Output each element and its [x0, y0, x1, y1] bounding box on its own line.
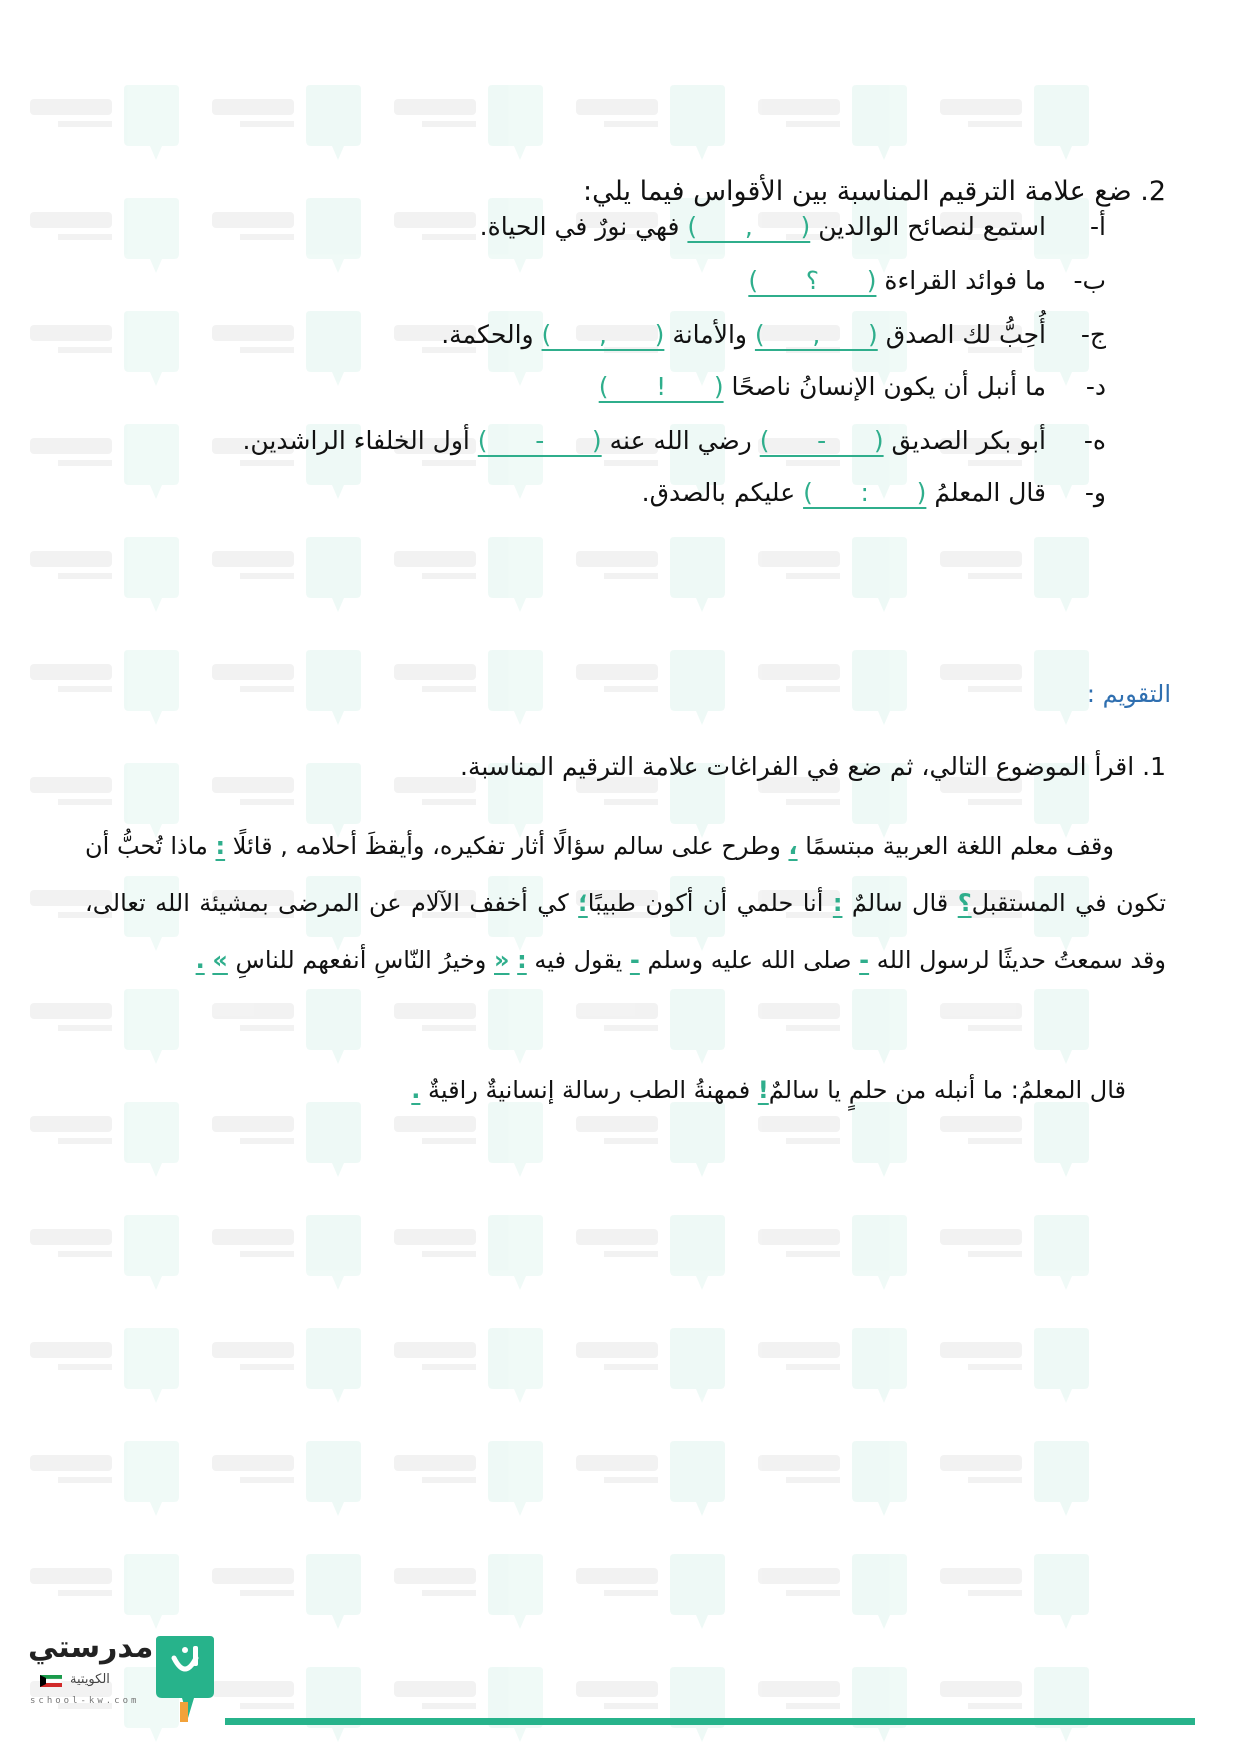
- passage-text: صلى الله عليه وسلم: [639, 946, 860, 974]
- question-2-heading: 2. ضع علامة الترقيم المناسبة بين الأقواس فيما يلي:: [582, 176, 1166, 207]
- punctuation-answer[interactable]: .: [195, 946, 205, 974]
- q2-item-label: ج-: [1080, 320, 1106, 349]
- q2-item: [599, 372, 1106, 401]
- q2-item: [642, 478, 1106, 507]
- q2-item: [480, 212, 1106, 241]
- punctuation-answer[interactable]: ؛: [578, 889, 588, 917]
- item-text: والأمانة: [664, 320, 755, 349]
- punctuation-answer[interactable]: !: [757, 1076, 769, 1104]
- book-badge-icon: [154, 1632, 216, 1724]
- logo-wordmark: مدرستي: [28, 1630, 154, 1665]
- answer-blank[interactable]: ( - ): [759, 426, 884, 455]
- item-text: أُحِبُّ لك الصدق: [877, 320, 1046, 349]
- passage-text: وخيرُ النّاسِ أنفعهم للناسِ: [227, 946, 494, 974]
- evaluation-title: التقويم :: [1086, 680, 1171, 708]
- punctuation-answer[interactable]: «: [494, 946, 510, 974]
- passage-text: وطرح على سالم سؤالًا أثار تفكيره، وأيقظَ أحلامه , قائلًا: [225, 832, 789, 860]
- logo-url: school-kw.com: [30, 1696, 140, 1706]
- passage-text: أنا حلمي أن أكون طبيبًا: [587, 889, 833, 917]
- answer-blank[interactable]: ( , ): [754, 320, 878, 349]
- answer-blank[interactable]: ( : ): [803, 478, 927, 507]
- passage-text: وقف معلم اللغة العربية مبتسمًا: [797, 832, 1114, 860]
- q2-item-label: أ-: [1090, 212, 1106, 241]
- punctuation-answer[interactable]: :: [832, 889, 843, 917]
- punctuation-answer[interactable]: .: [411, 1076, 421, 1104]
- passage-paragraph-1: [85, 818, 1166, 989]
- punctuation-answer[interactable]: ،: [788, 832, 798, 860]
- q2-item-label: د-: [1085, 372, 1106, 401]
- item-text: ما أنبل أن يكون الإنسانُ ناصحًا: [723, 372, 1046, 401]
- answer-blank[interactable]: ( ؟ ): [748, 266, 877, 295]
- item-text: والحكمة.: [441, 320, 542, 349]
- punctuation-answer[interactable]: :: [215, 832, 226, 860]
- item-text: عليكم بالصدق.: [641, 478, 804, 507]
- passage-text: قال سالمٌ: [842, 889, 958, 917]
- answer-blank[interactable]: ( ! ): [598, 372, 724, 401]
- answer-blank[interactable]: ( , ): [541, 320, 665, 349]
- q2-item-label: و-: [1084, 478, 1106, 507]
- q2-item-label: ه-: [1083, 426, 1106, 455]
- school-logo: [22, 1630, 217, 1730]
- passage-text: فمهنةُ الطب رسالة إنسانيةٌ راقيةٌ: [420, 1076, 758, 1104]
- punctuation-answer[interactable]: :: [517, 946, 527, 974]
- kuwait-flag-icon: [40, 1675, 62, 1687]
- punctuation-answer[interactable]: -: [859, 946, 870, 974]
- punctuation-answer[interactable]: ؟: [957, 889, 972, 917]
- answer-blank[interactable]: ( , ): [687, 212, 811, 241]
- punctuation-answer[interactable]: »: [212, 946, 228, 974]
- item-text: ما فوائد القراءة: [876, 266, 1046, 295]
- punctuation-answer[interactable]: -: [629, 946, 640, 974]
- q2-item: [242, 426, 1106, 455]
- item-text: أبو بكر الصديق: [883, 426, 1046, 455]
- item-text: استمع لنصائح الوالدين: [810, 212, 1046, 241]
- q2-item: [748, 266, 1106, 295]
- item-text: رضي الله عنه: [601, 426, 760, 455]
- answer-blank[interactable]: ( - ): [477, 426, 602, 455]
- item-text: فهي نورٌ في الحياة.: [479, 212, 688, 241]
- item-text: قال المعلمُ: [926, 478, 1046, 507]
- passage-text: قال المعلمُ: ما أنبله من حلمٍ يا سالمٌ: [768, 1076, 1126, 1104]
- passage-text: كي أخفف الآلام عن المرضى بمشيئة الله تعالى، وقد سمعتُ حديثًا لرسول الله: [85, 889, 1166, 974]
- q2-item: [441, 320, 1106, 349]
- item-text: أول الخلفاء الراشدين.: [242, 426, 478, 455]
- footer-divider: [225, 1718, 1195, 1725]
- passage-text: يقول فيه: [526, 946, 630, 974]
- q2-item-label: ب-: [1073, 266, 1106, 295]
- passage-text: ماذا تُحبُّ أن تكون في المستقبل: [85, 832, 1167, 917]
- evaluation-question-1: 1. اقرأ الموضوع التالي، ثم ضع في الفراغات علامة الترقيم المناسبة.: [460, 752, 1166, 781]
- passage-text: [510, 946, 518, 974]
- passage-paragraph-2: [85, 1062, 1166, 1119]
- logo-subtitle: الكويتية: [70, 1672, 110, 1687]
